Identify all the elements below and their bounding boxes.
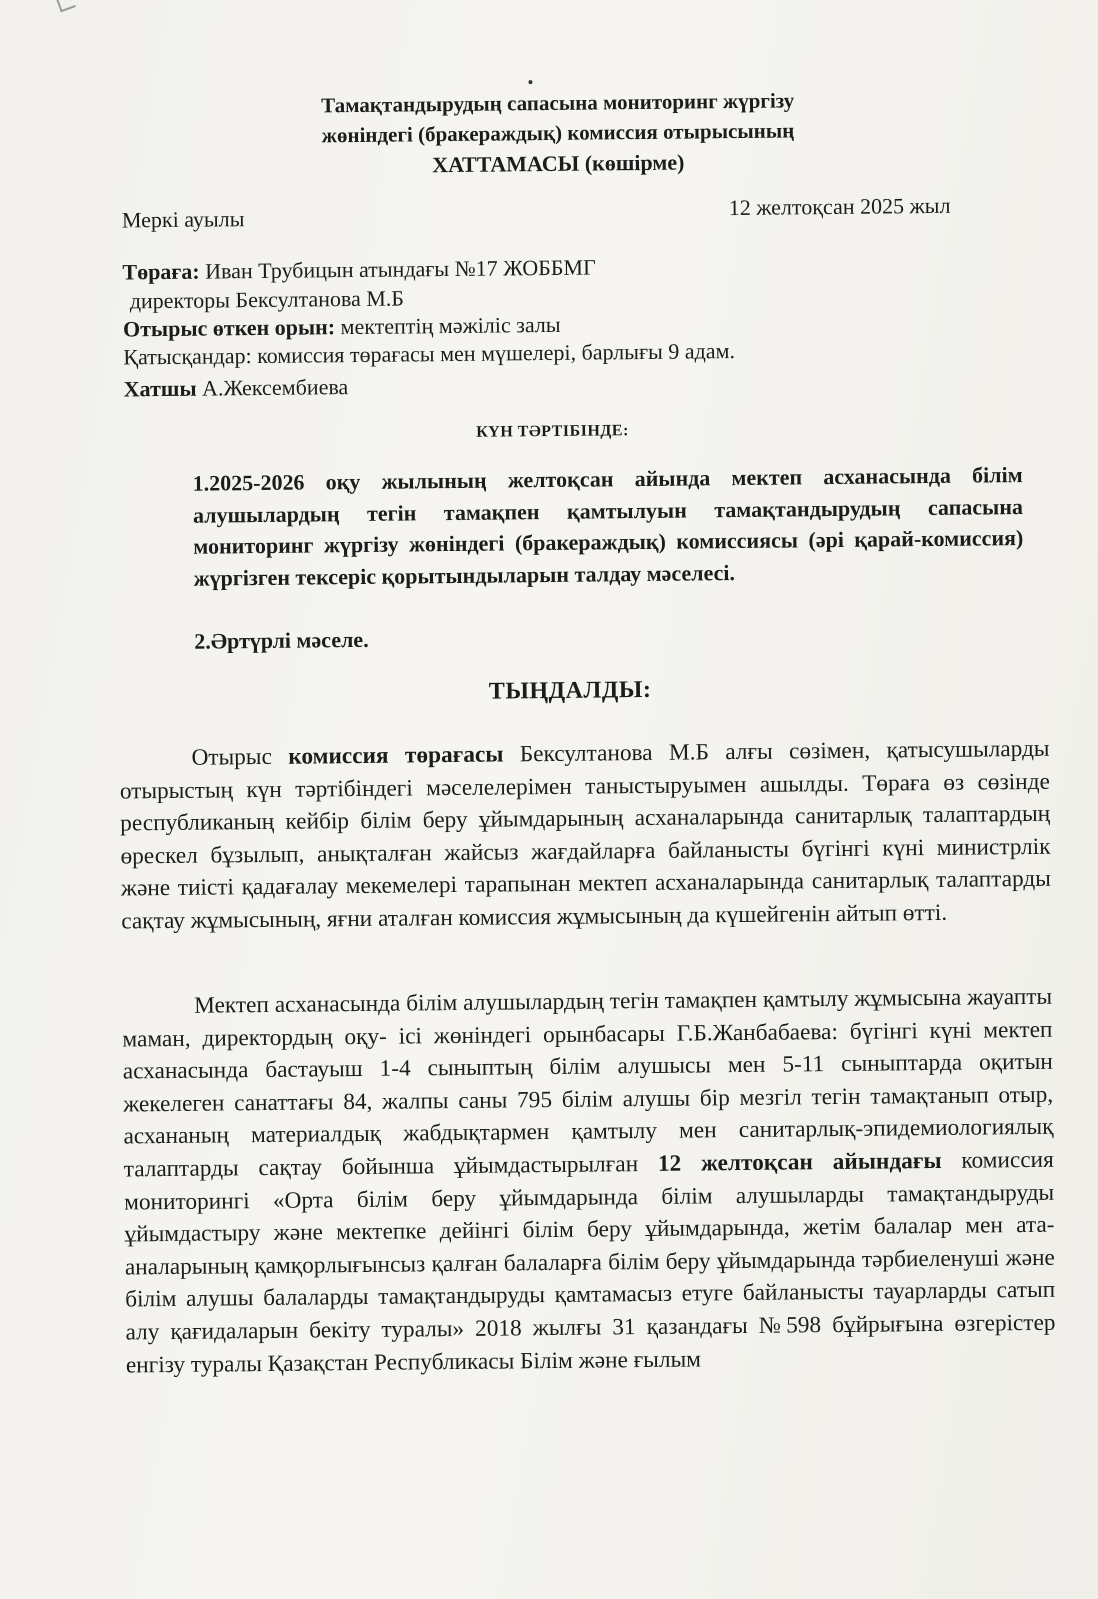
ink-dot <box>528 80 532 84</box>
agenda-heading: КҮН ТӘРТІБІНДЕ: <box>476 422 629 441</box>
chair-label: Төраға: <box>122 258 200 285</box>
paragraph-2-bold: 12 желтоқсан айындағы <box>657 1147 942 1177</box>
paragraph-1-start: Отырыс <box>191 743 289 771</box>
secretary-line <box>124 374 349 402</box>
chair-name: директоры Бексултанова М.Б <box>129 285 405 314</box>
venue-label: Отырыс өткен орын: <box>122 314 336 342</box>
secretary-value: А.Жексембиева <box>196 374 349 401</box>
chair-line <box>122 254 596 285</box>
paragraph-2-rest: комиссия мониторингі «Орта білім беру ұйымдарында білім алушыларды тамақтандыруды ұйымдастыру және мектепке дейінгі білім беру ұйымдарында, жетім балалар мен ата-аналарының қамқорлығынсыз қалған балаларға білім беру ұйымдарында тәрбиеленуші және білім алушы балаларды тамақтандыруды қамтамасыз етуге байланысты тауарларды сатып алу қағидаларын бекіту туралы» 2018 жылғы 31 қазандағы №598 бұйрығына өзгерістер енгізу туралы Қазақстан Республикасы Білім және ғылым <box>124 1146 1056 1379</box>
secretary-label: Хатшы <box>123 375 197 402</box>
title-line-3: ХАТТАМАСЫ (көшірме) <box>432 149 685 178</box>
date: 12 желтоқсан 2025 жыл <box>728 192 951 221</box>
agenda-item-1: 1.2025-2026 оқу жылының желтоқсан айында мектеп асханасында білім алушылардың тегін тамақпен қамтылуын тамақтандырудың сапасына мониторинг жүргізу жөніндегі (бракераждық) комиссиясы (әрі қарай-комиссия) жүргізген тексеріс қорытындыларын талдау мәселесі. <box>192 462 1024 591</box>
chair-value: Иван Трубицын атындағы №17 ЖОББМГ <box>199 254 596 284</box>
paragraph-1 <box>119 733 1051 938</box>
title-line-2: жөніндегі (бракераждық) комиссия отырысының <box>321 118 795 148</box>
venue-line <box>123 312 561 343</box>
title-line-1: Тамақтандырудың сапасына мониторинг жүргізу <box>321 88 795 118</box>
agenda-item-2: 2.Әртүрлі мәселе. <box>194 626 369 654</box>
place: Меркі ауылы <box>121 206 245 233</box>
paragraph-1-rest: Бексултанова М.Б алғы сөзімен, қатысушыларды отырыстың күн тәртібіндегі мәселелерімен таныстыруымен ашылды. Төраға өз сөзінде республиканың кейбір білім беру ұйымдарының асханаларында санитарлық талаптардың өрескел бұзылып, анықталған жайсыз жағдайларға байланысты бүгінгі күні министрлік және тиісті қадағалау мекемелері тарапынан мектеп асханаларында санитарлық талаптарды сақтау жұмысының, яғни аталған комиссия жұмысының да күшейгенін айтып өтті. <box>119 735 1051 935</box>
paragraph-2-start: Мектеп асханасында білім алушылардың тегін тамақпен қамтылу жұмысына жауапты маман, директордың оқу- ісі жөніндегі орынбасары Г.Б.Жанбабаева: бүгінгі күні мектеп асханасында бастауыш 1-4 сыныптың білім алушысы мен 5-11 сыныптарда оқитын жекелеген санаттағы 84, жалпы саны 795 білім алушы бір мезгіл тегін тамақтанып отыр, асхананың материалдық жабдықтармен қамтылу мен санитарлық-эпидемиологиялық талаптарды сақтау бойынша ұйымдастырылған <box>122 983 1054 1183</box>
participants: Қатысқандар: комиссия төрағасы мен мүшелері, барлығы 9 адам. <box>123 338 736 370</box>
paragraph-1-bold: комиссия төрағасы <box>288 741 504 770</box>
venue-value: мектептің мәжіліс залы <box>334 311 561 340</box>
paragraph-2 <box>122 981 1057 1481</box>
heard-heading: ТЫҢДАЛДЫ: <box>488 676 652 705</box>
